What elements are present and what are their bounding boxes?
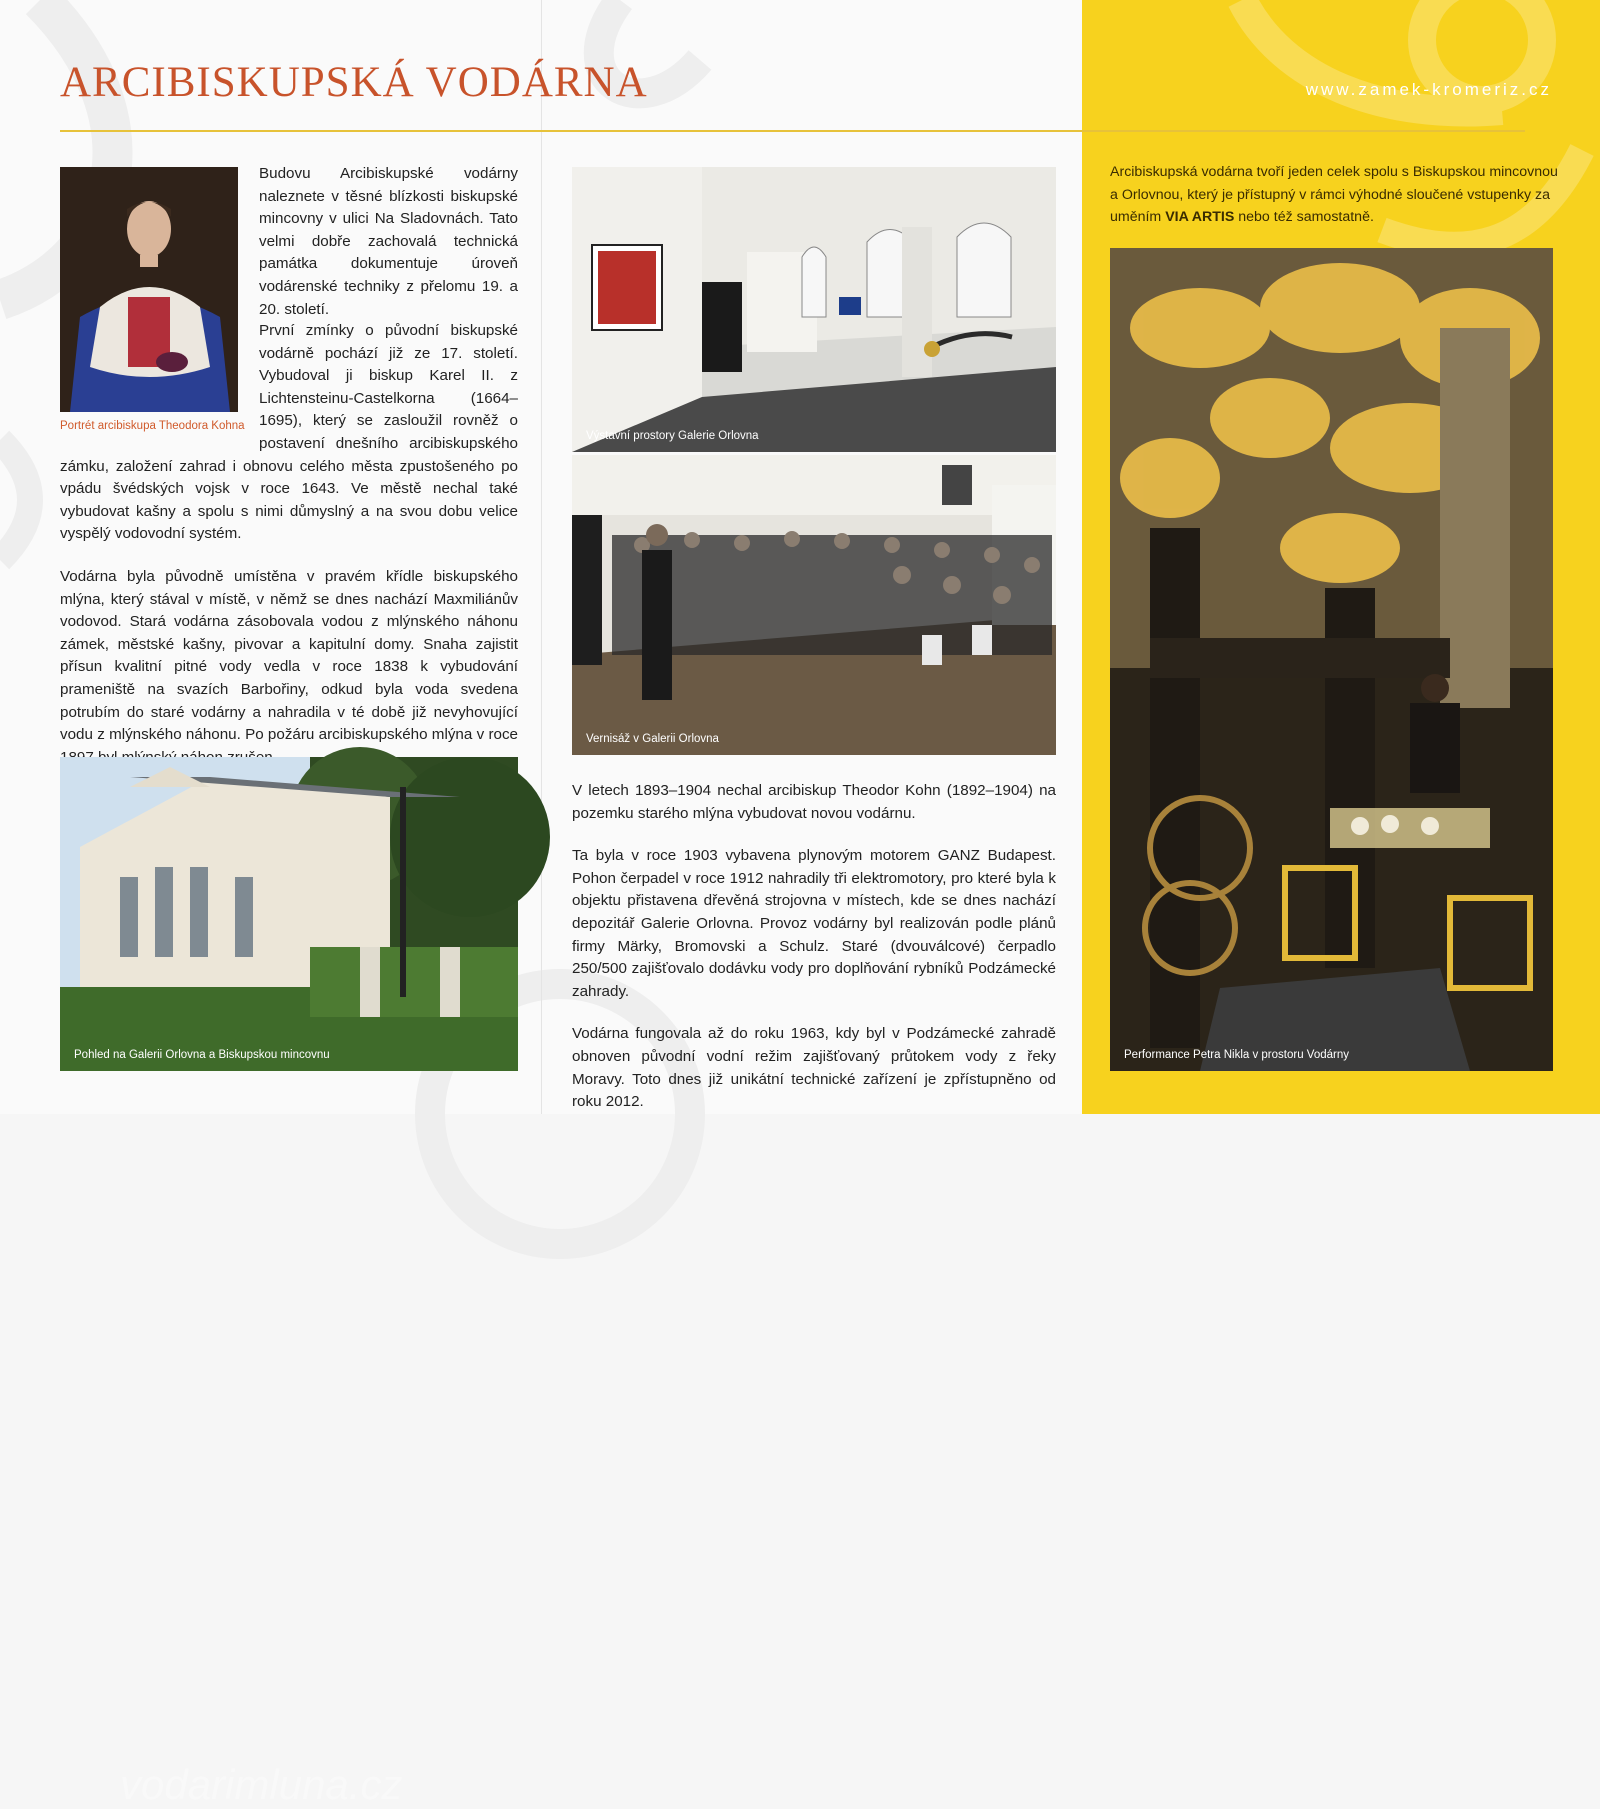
building-caption: Pohled na Galerii Orlovna a Biskupskou mincovnu [74,1049,330,1061]
text-wrap-spacer [60,320,259,452]
vernissage-photo [572,455,1056,755]
vernissage-image [572,455,1056,755]
history-text [60,320,518,789]
waterworks-history-text [572,780,1056,1134]
title-rule [60,130,1525,132]
gallery-image [572,167,1056,452]
paragraph [60,320,518,546]
paragraph: Vodárna byla původně umístěna v pravém křídle biskupského mlýna, který stával v místě, v němž se dnes nachází Maxmiliánův vodovod. Stará vodárna zásobovala vodou z mlýnského náhonu zámek, městské kašny, pivovar a kapitulní domy. Snaha zajistit přísun kvalitní pitné vody vedla v roce 1838 k vybudování prameniště na svazích Barbořiny, odkud byla voda svedena potrubím do staré vodárny a nahradila v té době již nevyhovující vodu z mlýnského náhonu. Po požáru arcibiskupského mlýna v roce [60,567,518,744]
performance-caption: Performance Petra Nikla v prostoru Vodárny [1124,1049,1349,1061]
yellow-intro-text [1110,161,1565,229]
intro-text-column [259,163,518,341]
website-url: www.zamek-kromeriz.cz [1305,80,1552,99]
paragraph: V letech 1893–1904 nechal arcibiskup Theodor Kohn (1892–1904) na pozemku starého mlýna vybudovat novou vodárnu. [572,782,1056,822]
vernissage-caption: Vernisáž v Galerii Orlovna [586,733,719,745]
fold-line [541,0,542,1114]
paragraph: Ta byla v roce 1903 vybavena plynovým motorem GANZ Budapest. Pohon čerpadel v roce 1912 nahradily tři elektromotory, pro které byla k objektu přistavena dřevěná strojovna v místech, kde se dnes nachází depozitář Galerie Orlovna. Provoz vodárny byl realizován podle plánů firmy Märky, Bromovski a Schulz. Staré (dvouválcové) čerpadlo 250/500 zajišťovalo dodávku vody pro doplňování rybníků Podzámecké zahrady. [572,847,1056,1000]
gallery-photo [572,167,1056,452]
intro-text-end: nebo též samostatně. [1234,209,1374,225]
performance-image [1110,248,1553,1071]
page-title: ARCIBISKUPSKÁ VODÁRNA [60,59,648,106]
building-image [60,757,518,1071]
paragraph-text: První zmínky o původní biskupské vodárně pochází již ze 17. století. Vybudoval ji biskup Karel II. z Lichtensteinu-Castelkorna (1664–1695), který se zasloužil rovněž o postavení dnešního arcibiskupského zámku, založení zahrad i obnovu celého města zpustošeného po vpádu švédských vojsk v roce 1643. Ve městě nechal také vybudovat kašny a spolu s nimi důmyslný a na svou dobu velice vyspělý vodovodní systém. [60,322,518,543]
intro-text: Arcibiskupská vodárna tvoří jeden celek spolu s Biskupskou mincovnou a Orlovnou, který je přístupný v rámci výhodné sloučené vstupenky za uměním [1110,164,1558,225]
portrait-caption: Portrét arcibiskupa Theodora Kohna [60,420,245,432]
via-artis-label: VIA ARTIS [1165,209,1235,225]
watermark-text: vodarimluna.cz [120,1761,403,1808]
paragraph: Vodárna fungovala až do roku 1963, kdy byl v Podzámecké zahradě obnoven původní vodní režim zajišťovaný průtokem vody z řeky Moravy. Toto dnes již unikátní technické zařízení je zpřístupněno od roku 2012. [572,1025,1056,1111]
performance-photo [1110,248,1553,1071]
paragraph: Budovu Arcibiskupské vodárny naleznete v těsné blízkosti biskupské mincovny v ulici Na Sladovnách. Tato velmi dobře zachovalá technická památka dokumentuje úroveň vodárenské techniky z přelomu 19. a 20. století. [259,165,518,318]
building-photo [60,757,518,1808]
gallery-caption: Výstavní prostory Galerie Orlovna [586,430,759,442]
